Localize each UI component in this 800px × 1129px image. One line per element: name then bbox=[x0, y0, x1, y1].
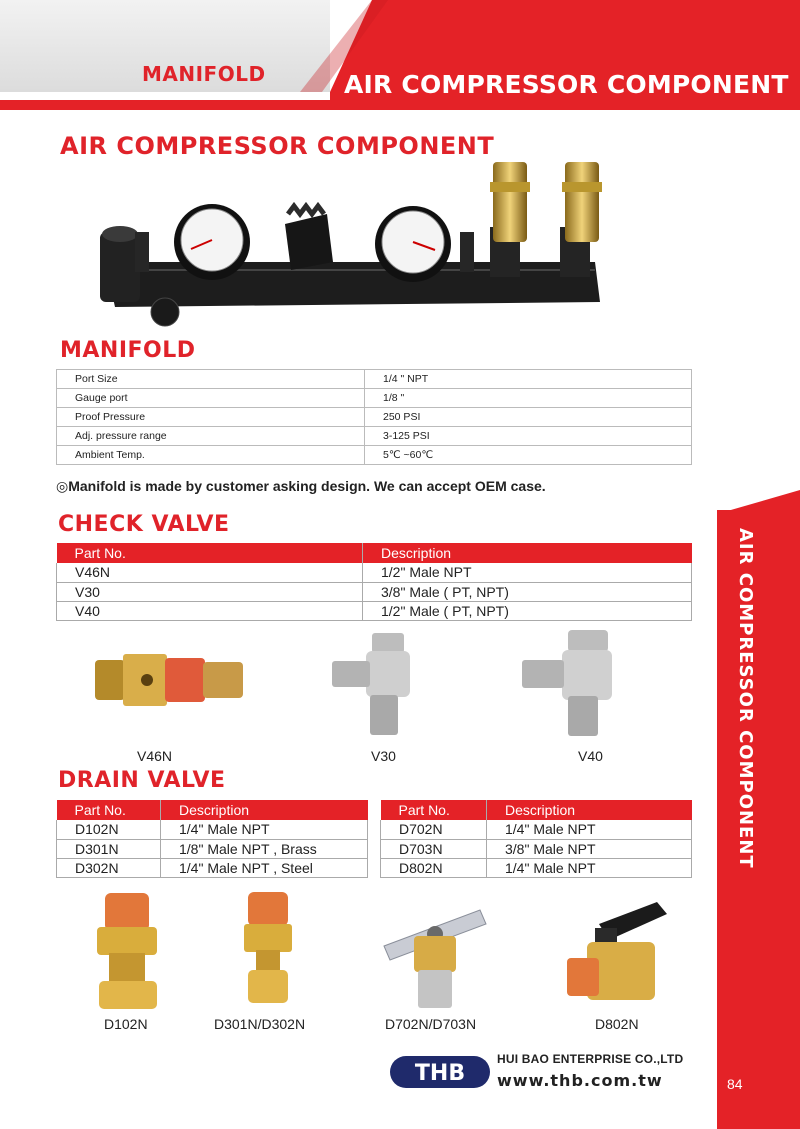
table-header-row bbox=[57, 800, 368, 820]
column-header-description: Description bbox=[363, 543, 692, 563]
header-title: AIR COMPRESSOR COMPONENT bbox=[344, 70, 789, 99]
table-row bbox=[57, 563, 692, 582]
logo-text: THB bbox=[414, 1061, 466, 1086]
description-cell: 1/4" Male NPT bbox=[161, 820, 368, 839]
part-no-cell: D301N bbox=[57, 839, 161, 858]
spec-value: 1/8 " bbox=[365, 389, 692, 408]
drain-valve-heading: DRAIN VALVE bbox=[58, 768, 226, 793]
column-header-part-no: Part No. bbox=[57, 543, 363, 563]
part-no-cell: V30 bbox=[57, 582, 363, 601]
spec-label: Adj. pressure range bbox=[57, 427, 365, 446]
d301n-product-image bbox=[242, 892, 294, 1005]
header-section-tab: MANIFOLD bbox=[142, 62, 266, 86]
side-strip bbox=[717, 510, 800, 1129]
table-row bbox=[57, 389, 692, 408]
description-cell: 1/2" Male ( PT, NPT) bbox=[363, 601, 692, 620]
side-label: AIR COMPRESSOR COMPONENT bbox=[735, 528, 756, 869]
d702n-product-image bbox=[380, 906, 490, 1011]
manifold-note: ◎Manifold is made by customer asking design. We can accept OEM case. bbox=[56, 478, 546, 494]
thb-logo bbox=[390, 1056, 490, 1088]
table-row bbox=[57, 408, 692, 427]
spec-label: Proof Pressure bbox=[57, 408, 365, 427]
spec-value: 3-125 PSI bbox=[365, 427, 692, 446]
description-cell: 3/8" Male NPT bbox=[487, 839, 692, 858]
manifold-heading: MANIFOLD bbox=[60, 338, 196, 363]
table-row bbox=[57, 427, 692, 446]
d802n-caption: D802N bbox=[595, 1016, 639, 1032]
main-heading: AIR COMPRESSOR COMPONENT bbox=[60, 132, 495, 160]
table-header-row bbox=[57, 543, 692, 563]
table-row bbox=[381, 820, 692, 839]
description-cell: 1/8" Male NPT , Brass bbox=[161, 839, 368, 858]
table-row bbox=[381, 858, 692, 877]
table-row bbox=[57, 858, 368, 877]
description-cell: 1/4" Male NPT bbox=[487, 820, 692, 839]
column-header-part-no: Part No. bbox=[381, 800, 487, 820]
spec-value: 250 PSI bbox=[365, 408, 692, 427]
header-banner bbox=[0, 0, 800, 118]
d802n-product-image bbox=[565, 900, 670, 1008]
v30-product-image bbox=[330, 633, 440, 738]
company-name: HUI BAO ENTERPRISE CO.,LTD bbox=[497, 1052, 684, 1066]
spec-label: Gauge port bbox=[57, 389, 365, 408]
table-row bbox=[57, 820, 368, 839]
description-cell: 3/8" Male ( PT, NPT) bbox=[363, 582, 692, 601]
check-valve-heading: CHECK VALVE bbox=[58, 512, 230, 537]
column-header-part-no: Part No. bbox=[57, 800, 161, 820]
website-url: www.thb.com.tw bbox=[497, 1071, 663, 1090]
v30-caption: V30 bbox=[371, 748, 396, 764]
spec-label: Port Size bbox=[57, 370, 365, 389]
manifold-product-image bbox=[95, 152, 620, 337]
part-no-cell: D102N bbox=[57, 820, 161, 839]
v40-product-image bbox=[520, 630, 635, 738]
table-row bbox=[57, 839, 368, 858]
description-cell: 1/2" Male NPT bbox=[363, 563, 692, 582]
part-no-cell: D703N bbox=[381, 839, 487, 858]
part-no-cell: D702N bbox=[381, 820, 487, 839]
drain-valve-table-right bbox=[380, 800, 692, 878]
v40-caption: V40 bbox=[578, 748, 603, 764]
table-row bbox=[57, 601, 692, 620]
part-no-cell: V40 bbox=[57, 601, 363, 620]
drain-valve-table-left bbox=[56, 800, 368, 878]
column-header-description: Description bbox=[161, 800, 368, 820]
table-row bbox=[57, 446, 692, 465]
spec-label: Ambient Temp. bbox=[57, 446, 365, 465]
d301n-d302n-caption: D301N/D302N bbox=[214, 1016, 306, 1032]
part-no-cell: D802N bbox=[381, 858, 487, 877]
part-no-cell: V46N bbox=[57, 563, 363, 582]
manifold-spec-table bbox=[56, 369, 692, 465]
page-number: 84 bbox=[727, 1076, 743, 1092]
d702n-d703n-caption: D702N/D703N bbox=[385, 1016, 477, 1032]
table-row bbox=[381, 839, 692, 858]
d102n-caption: D102N bbox=[104, 1016, 148, 1032]
v46n-caption: V46N bbox=[137, 748, 173, 764]
table-row bbox=[57, 370, 692, 389]
description-cell: 1/4" Male NPT bbox=[487, 858, 692, 877]
description-cell: 1/4" Male NPT , Steel bbox=[161, 858, 368, 877]
column-header-description: Description bbox=[487, 800, 692, 820]
table-row bbox=[57, 582, 692, 601]
check-valve-table bbox=[56, 543, 692, 621]
v46n-product-image bbox=[95, 650, 245, 710]
spec-value: 1/4 " NPT bbox=[365, 370, 692, 389]
part-no-cell: D302N bbox=[57, 858, 161, 877]
table-header-row bbox=[381, 800, 692, 820]
spec-value: 5℃ ~60℃ bbox=[365, 446, 692, 465]
d102n-product-image bbox=[93, 893, 163, 1011]
